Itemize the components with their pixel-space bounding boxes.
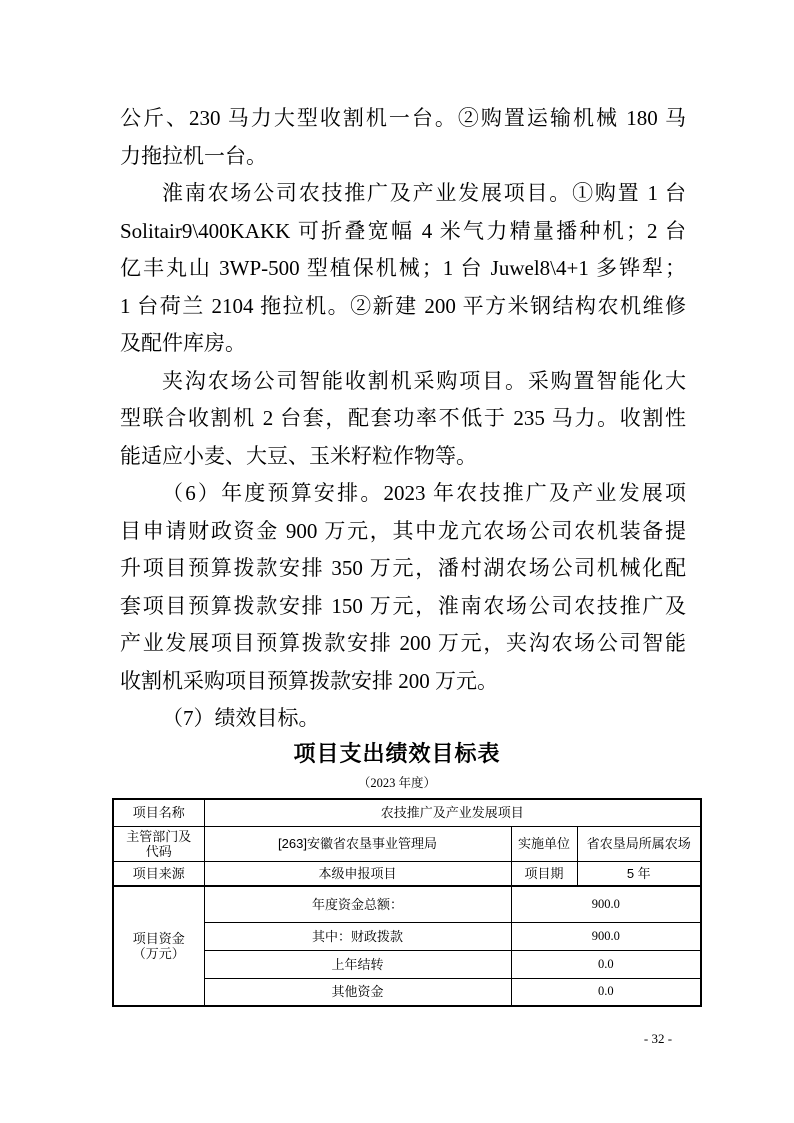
body-line: 目申请财政资金 900 万元，其中龙亢农场公司农机装备提 [120,518,686,543]
project-name-label: 项目名称 [113,799,204,826]
dept-code-value: [263]安徽省农垦事业管理局 [204,826,511,861]
body-line: 及配件库房。 [120,331,246,355]
table-title: 项目支出绩效目标表 [293,741,501,766]
project-source-label: 项目来源 [113,861,204,886]
project-funds-label-line: （万元） [132,946,185,961]
annual-total-value: 900.0 [511,886,701,922]
paragraph [120,100,686,175]
project-name-value: 农技推广及产业发展项目 [204,799,701,826]
body-line: 型联合收割机 2 台套，配套功率不低于 235 马力。收割性 [120,406,686,430]
project-funds-label-line: 项目资金 [132,931,185,946]
table-subtitle: （2023 年度） [357,776,437,790]
body-line: 力拖拉机一台。 [120,143,267,168]
carryover-label: 上年结转 [204,950,511,978]
implementing-unit-value: 省农垦局所属农场 [577,826,701,861]
body-line: 产业发展项目预算拨款安排 200 万元，夹沟农场公司智能 [120,631,686,655]
dept-code-label [113,826,204,861]
fiscal-allocation-value: 900.0 [511,922,701,950]
body-line: 升项目预算拨款安排 350 万元，潘村湖农场公司机械化配 [120,556,686,580]
paragraph [120,363,686,476]
body-line: 套项目预算拨款安排 150 万元，淮南农场公司农技推广及 [120,593,686,618]
dept-code-label-line: 代码 [145,843,172,859]
performance-target-table [112,798,702,1007]
paragraph [120,700,686,738]
paragraph [120,475,686,700]
paragraph [120,175,686,363]
body-line: （7）绩效目标。 [162,706,320,730]
body-line: 亿丰丸山 3WP-500 型植保机械；1 台 Juwel8\4+1 多铧犁； [120,256,686,280]
other-funds-label: 其他资金 [204,978,511,1006]
carryover-value: 0.0 [511,950,701,978]
table-row [113,799,701,826]
dept-code-label-line: 主管部门及 [126,828,192,844]
body-line: 夹沟农场公司智能收割机采购项目。采购置智能化大 [162,368,686,393]
fiscal-allocation-label: 其中：财政拨款 [204,922,511,950]
other-funds-value: 0.0 [511,978,701,1006]
project-period-label: 项目期 [511,861,577,886]
project-source-value: 本级申报项目 [204,861,511,886]
table-row [113,886,701,922]
annual-total-label: 年度资金总额： [204,886,511,922]
table-row [113,826,701,861]
project-period-value: 5 年 [577,861,701,886]
body-line: 淮南农场公司农技推广及产业发展项目。①购置 1 台 [162,181,686,205]
table-row [113,861,701,886]
page-number: - 32 - [643,1031,673,1046]
body-line: 公斤、230 马力大型收割机一台。②购置运输机械 180 马 [120,106,686,130]
project-funds-group-label [113,886,204,1006]
implementing-unit-label: 实施单位 [511,826,577,861]
body-text [120,100,686,738]
body-line: （6）年度预算安排。2023 年农技推广及产业发展项 [162,481,686,505]
body-line: Solitair9\400KAKK 可折叠宽幅 4 米气力精量播种机；2 台 [120,218,686,243]
body-line: 1 台荷兰 2104 拖拉机。②新建 200 平方米钢结构农机维修 [120,293,686,318]
body-line: 收割机采购项目预算拨款安排 200 万元。 [120,668,498,693]
body-line: 能适应小麦、大豆、玉米籽粒作物等。 [120,443,477,468]
